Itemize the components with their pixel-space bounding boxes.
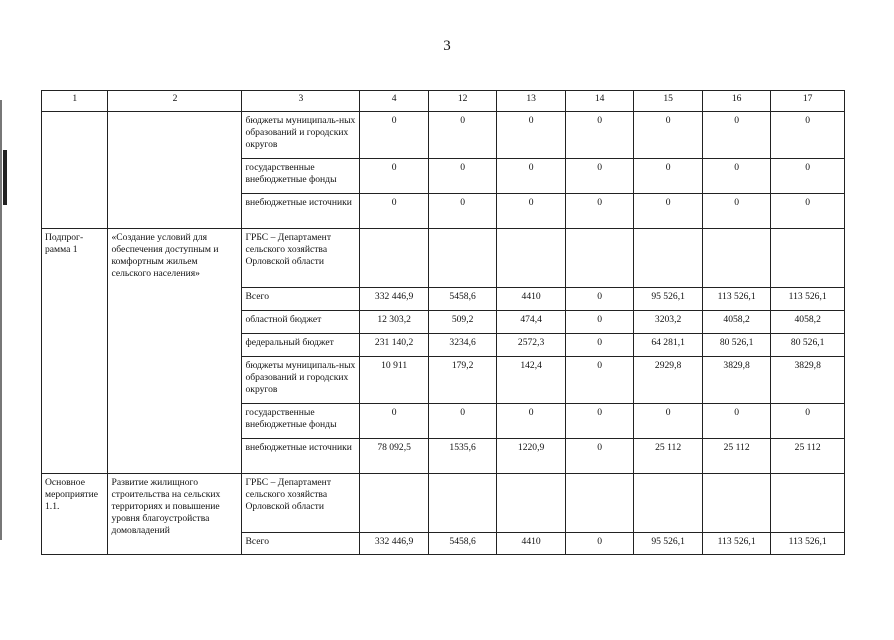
column-header: 4 [360, 91, 429, 112]
value-cell: 0 [565, 311, 634, 334]
page-number: 3 [443, 38, 451, 54]
program-name-cell: «Создание условий для обеспечения доступным и комфортным жильем сельского населения» [108, 229, 242, 474]
value-cell [702, 229, 771, 288]
value-cell [702, 474, 771, 533]
value-cell: 0 [497, 404, 566, 439]
source-cell: федеральный бюджет [242, 334, 360, 357]
value-cell [634, 474, 703, 533]
value-cell: 0 [771, 404, 845, 439]
value-cell: 0 [428, 404, 497, 439]
value-cell: 0 [565, 194, 634, 229]
value-cell: 3829,8 [771, 357, 845, 404]
value-cell [497, 474, 566, 533]
column-header: 15 [634, 91, 703, 112]
value-cell: 0 [565, 112, 634, 159]
value-cell: 0 [771, 112, 845, 159]
program-code-cell [42, 112, 108, 229]
table-row [42, 229, 845, 288]
budget-table [41, 90, 845, 555]
value-cell: 0 [565, 439, 634, 474]
value-cell: 0 [360, 404, 429, 439]
program-code-cell: Подпрог-рамма 1 [42, 229, 108, 474]
value-cell: 80 526,1 [771, 334, 845, 357]
value-cell: 3829,8 [702, 357, 771, 404]
value-cell: 113 526,1 [702, 288, 771, 311]
value-cell: 113 526,1 [771, 288, 845, 311]
column-header: 16 [702, 91, 771, 112]
value-cell: 80 526,1 [702, 334, 771, 357]
value-cell: 332 446,9 [360, 533, 429, 555]
value-cell: 231 140,2 [360, 334, 429, 357]
value-cell: 0 [702, 194, 771, 229]
source-cell: Всего [242, 533, 360, 555]
value-cell: 113 526,1 [702, 533, 771, 555]
value-cell: 0 [634, 194, 703, 229]
value-cell: 113 526,1 [771, 533, 845, 555]
source-cell: Всего [242, 288, 360, 311]
source-cell: ГРБС – Департамент сельского хозяйства Орловской области [242, 474, 360, 533]
value-cell: 0 [702, 404, 771, 439]
value-cell [565, 474, 634, 533]
value-cell: 25 112 [634, 439, 703, 474]
value-cell: 2572,3 [497, 334, 566, 357]
value-cell: 5458,6 [428, 533, 497, 555]
source-cell: ГРБС – Департамент сельского хозяйства Орловской области [242, 229, 360, 288]
value-cell: 5458,6 [428, 288, 497, 311]
value-cell [497, 229, 566, 288]
value-cell: 0 [497, 194, 566, 229]
value-cell [360, 229, 429, 288]
value-cell: 0 [702, 159, 771, 194]
value-cell: 4410 [497, 533, 566, 555]
table-row [42, 112, 845, 159]
value-cell: 179,2 [428, 357, 497, 404]
value-cell: 64 281,1 [634, 334, 703, 357]
value-cell: 0 [497, 112, 566, 159]
column-header: 13 [497, 91, 566, 112]
value-cell [634, 229, 703, 288]
program-code-cell: Основное мероприятие 1.1. [42, 474, 108, 555]
value-cell: 0 [360, 194, 429, 229]
value-cell: 142,4 [497, 357, 566, 404]
source-cell: государственные внебюджетные фонды [242, 159, 360, 194]
value-cell: 474,4 [497, 311, 566, 334]
program-name-cell: Развитие жилищного строительства на сельских территориях и повышение уровня благоустройства домовладений [108, 474, 242, 555]
table-header-row [42, 91, 845, 112]
value-cell: 25 112 [771, 439, 845, 474]
value-cell: 95 526,1 [634, 533, 703, 555]
column-header: 2 [108, 91, 242, 112]
value-cell [360, 474, 429, 533]
value-cell: 0 [428, 194, 497, 229]
value-cell [771, 229, 845, 288]
value-cell: 12 303,2 [360, 311, 429, 334]
value-cell: 0 [565, 159, 634, 194]
value-cell [771, 474, 845, 533]
value-cell [565, 229, 634, 288]
value-cell: 0 [634, 159, 703, 194]
value-cell: 3234,6 [428, 334, 497, 357]
source-cell: бюджеты муниципаль-ных образований и городских округов [242, 112, 360, 159]
value-cell: 0 [702, 112, 771, 159]
value-cell: 0 [360, 112, 429, 159]
source-cell: бюджеты муниципаль-ных образований и городских округов [242, 357, 360, 404]
value-cell: 0 [428, 159, 497, 194]
scan-margin-mark [3, 150, 7, 205]
column-header: 3 [242, 91, 360, 112]
value-cell: 0 [771, 194, 845, 229]
value-cell [428, 229, 497, 288]
program-name-cell [108, 112, 242, 229]
value-cell: 0 [565, 357, 634, 404]
value-cell: 1535,6 [428, 439, 497, 474]
value-cell: 0 [497, 159, 566, 194]
source-cell: внебюджетные источники [242, 439, 360, 474]
table-row [42, 474, 845, 533]
value-cell: 3203,2 [634, 311, 703, 334]
value-cell: 0 [565, 533, 634, 555]
column-header: 1 [42, 91, 108, 112]
value-cell: 10 911 [360, 357, 429, 404]
value-cell: 78 092,5 [360, 439, 429, 474]
value-cell: 4058,2 [702, 311, 771, 334]
value-cell: 0 [771, 159, 845, 194]
value-cell: 0 [428, 112, 497, 159]
value-cell [428, 474, 497, 533]
value-cell: 0 [565, 288, 634, 311]
value-cell: 0 [634, 404, 703, 439]
source-cell: государственные внебюджетные фонды [242, 404, 360, 439]
value-cell: 4410 [497, 288, 566, 311]
value-cell: 332 446,9 [360, 288, 429, 311]
column-header: 12 [428, 91, 497, 112]
value-cell: 25 112 [702, 439, 771, 474]
column-header: 17 [771, 91, 845, 112]
column-header: 14 [565, 91, 634, 112]
value-cell: 95 526,1 [634, 288, 703, 311]
value-cell: 0 [360, 159, 429, 194]
value-cell: 0 [565, 334, 634, 357]
source-cell: областной бюджет [242, 311, 360, 334]
scan-margin-line [0, 100, 2, 540]
source-cell: внебюджетные источники [242, 194, 360, 229]
value-cell: 0 [565, 404, 634, 439]
value-cell: 0 [634, 112, 703, 159]
value-cell: 2929,8 [634, 357, 703, 404]
value-cell: 1220,9 [497, 439, 566, 474]
value-cell: 509,2 [428, 311, 497, 334]
value-cell: 4058,2 [771, 311, 845, 334]
